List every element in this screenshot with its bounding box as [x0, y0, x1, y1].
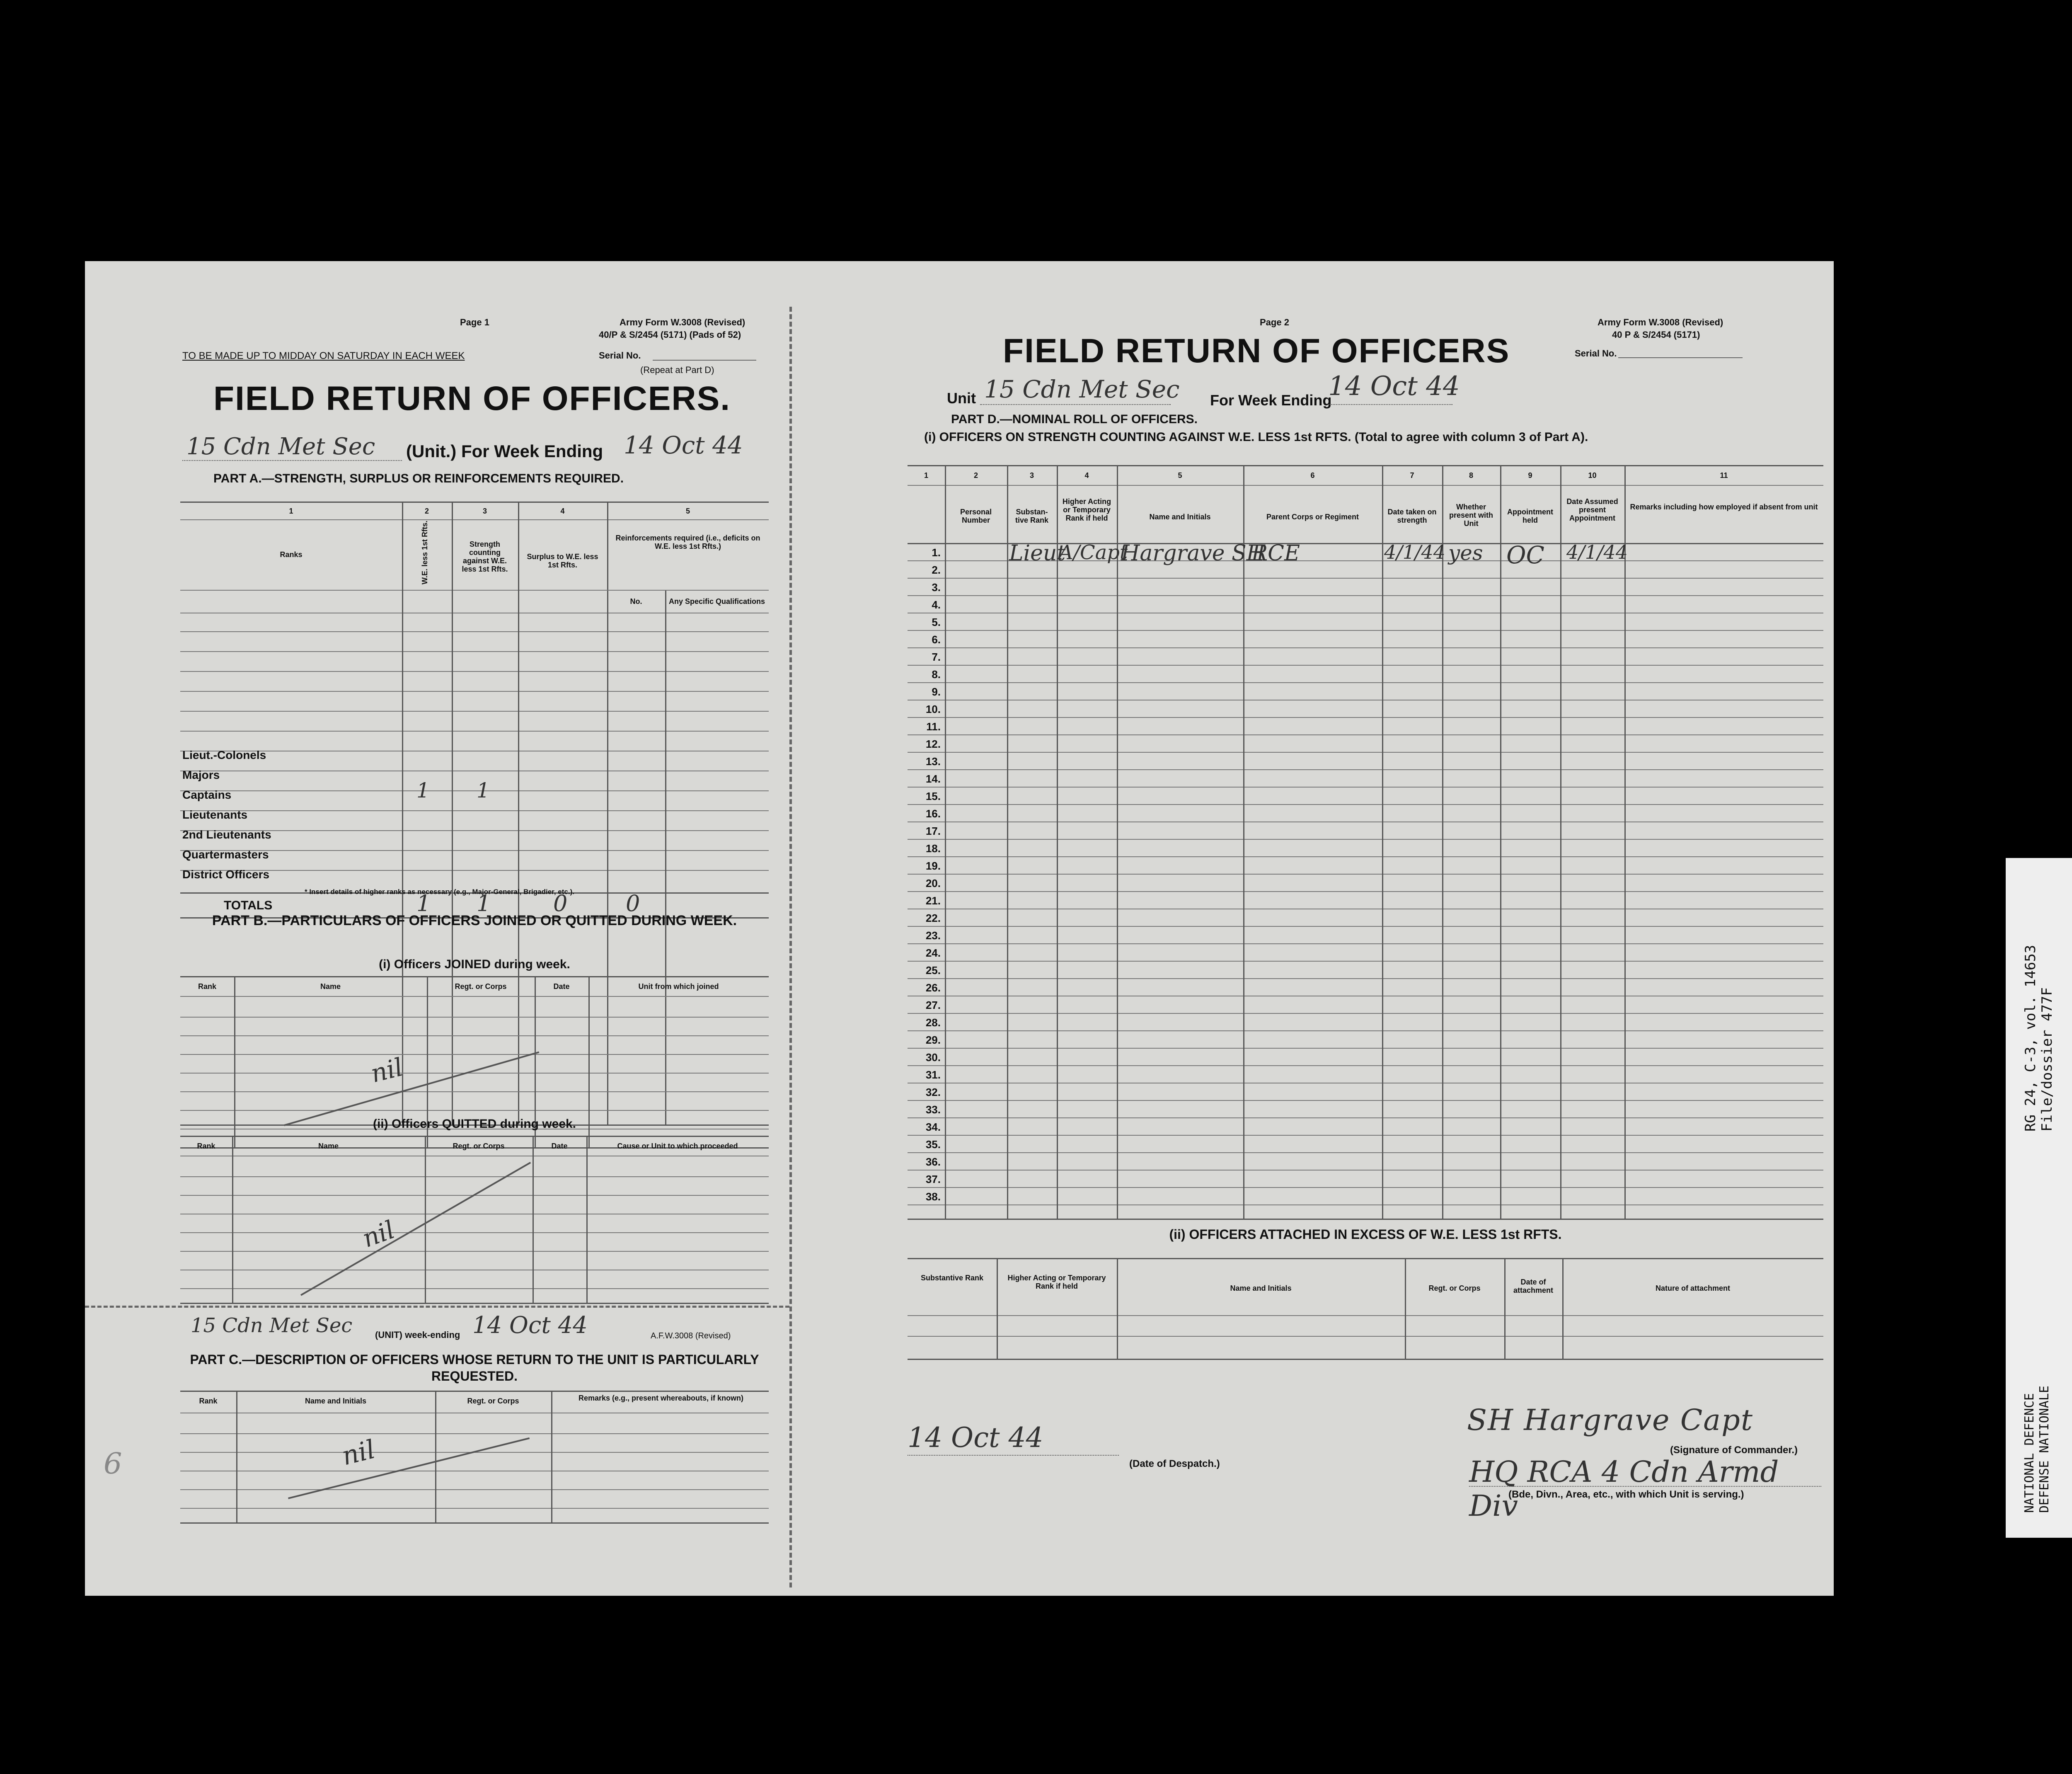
- attached-hdr-nature: Nature of attachment: [1655, 1284, 1731, 1292]
- roll-hdr-date-tos: Date taken on strength: [1387, 508, 1437, 524]
- roll-row-number: 36.: [925, 1156, 941, 1168]
- roll-col-7: 7: [1410, 471, 1414, 480]
- quitted-hdr-rank: Rank: [197, 1142, 215, 1150]
- partC-week-hand: 14 Oct 44: [472, 1312, 588, 1339]
- nominal-roll-table: [908, 465, 1823, 1220]
- roll-row-number: 24.: [925, 947, 941, 959]
- page1-unit-line: [182, 460, 402, 461]
- roll-col-6: 6: [1310, 471, 1315, 480]
- page-1: [85, 261, 789, 1596]
- row1-date-appt: 4/1/44: [1566, 541, 1628, 563]
- roll-row-number: 11.: [926, 720, 941, 733]
- roll-row-number: 22.: [925, 912, 941, 924]
- form-sheet: [85, 261, 1834, 1596]
- roll-row-number: 17.: [925, 825, 941, 837]
- page2-serial-label: Serial No.: [1575, 348, 1617, 359]
- roll-row-number: 34.: [925, 1121, 941, 1133]
- partA-hdr-we: W.E. less 1st Rfts.: [421, 520, 429, 585]
- roll-hdr-present: Whether present with Unit: [1449, 503, 1493, 528]
- roll-row-number: 4.: [932, 599, 941, 611]
- quitted-nil: nil: [358, 1215, 399, 1254]
- page1-unit-hand: 15 Cdn Met Sec: [186, 433, 375, 460]
- roll-row-number: 25.: [925, 964, 941, 977]
- formation-line: [1469, 1486, 1821, 1487]
- rank-captains: Captains: [182, 788, 232, 801]
- page2-week-hand: 14 Oct 44: [1328, 371, 1460, 402]
- roll-row-number: 29.: [925, 1034, 941, 1046]
- page1-serial-label: Serial No.: [599, 350, 641, 361]
- partC-form: A.F.W.3008 (Revised): [651, 1331, 731, 1340]
- row1-subst-rank: Lieut: [1009, 541, 1066, 566]
- partA-col-2: 2: [424, 507, 429, 515]
- roll-row-number: 30.: [925, 1051, 941, 1064]
- formation-hand: HQ RCA 4 Cdn Armd Div: [1469, 1455, 1779, 1523]
- totals-we: 1: [416, 890, 431, 916]
- despatch-label: (Date of Despatch.): [1129, 1458, 1220, 1469]
- roll-row-number: 38.: [925, 1190, 941, 1203]
- row1-corps: RCE: [1251, 541, 1300, 566]
- totals-reinf: 0: [626, 890, 640, 916]
- joined-nil-stroke: [284, 1052, 539, 1126]
- rank-lieutenants: Lieutenants: [182, 808, 248, 821]
- margin-mark: 6: [104, 1447, 122, 1481]
- joined-hdr-rank: Rank: [198, 982, 216, 991]
- rank-lieut-colonels: Lieut.-Colonels: [182, 749, 266, 761]
- partC-table: [180, 1391, 769, 1524]
- joined-hdr-regt: Regt. or Corps: [455, 982, 507, 991]
- page2-unit-hand: 15 Cdn Met Sec: [984, 375, 1180, 403]
- roll-hdr-acting-rank: Higher Acting or Temporary Rank if held: [1062, 497, 1111, 522]
- roll-hdr-personal-number: Personal Number: [960, 508, 992, 524]
- page2-unit-label: Unit: [947, 390, 976, 407]
- quitted-nil-stroke: [300, 1162, 531, 1296]
- page1-serial-note: (Repeat at Part D): [640, 365, 714, 375]
- partA-hdr-reinf: Reinforcements required (i.e., deficits on W.E. less 1st Rfts.): [615, 534, 760, 550]
- roll-row-number: 1.: [932, 546, 941, 559]
- partC-unit-hand: 15 Cdn Met Sec: [191, 1314, 353, 1337]
- roll-row-number: 9.: [932, 686, 941, 698]
- page1-instruction: TO BE MADE UP TO MIDDAY ON SATURDAY IN EACH WEEK: [182, 350, 465, 361]
- roll-row-number: 28.: [925, 1016, 941, 1029]
- roll-row-number: 20.: [925, 877, 941, 889]
- roll-col-3: 3: [1029, 471, 1034, 480]
- attached-hdr-name: Name and Initials: [1230, 1284, 1292, 1292]
- roll-row-number: 2.: [932, 564, 941, 576]
- roll-row-number: 3.: [932, 581, 941, 594]
- page2-week-label: For Week Ending: [1210, 392, 1332, 409]
- partC-hdr-rank: Rank: [199, 1397, 218, 1405]
- captains-strength-value: 1: [477, 778, 490, 802]
- partA-hdr-no: No.: [630, 597, 642, 606]
- attached-hdr-date: Date of attachment: [1513, 1278, 1554, 1294]
- archive-ref: RG 24, C-3, vol. 14653 File/dossier 477F: [2022, 945, 2055, 1132]
- partD-title: PART D.—NOMINAL ROLL OF OFFICERS.: [951, 412, 1198, 426]
- roll-hdr-remarks: Remarks including how employed if absent from unit: [1630, 503, 1818, 511]
- page2-label: Page 2: [1260, 317, 1289, 327]
- roll-hdr-subst-rank: Substan-tive Rank: [1015, 508, 1049, 524]
- page2-title: FIELD RETURN OF OFFICERS: [1003, 332, 1510, 370]
- roll-row-number: 16.: [925, 807, 941, 820]
- roll-row-number: 12.: [925, 738, 941, 750]
- roll-row-number: 23.: [925, 929, 941, 942]
- partC-hdr-regt: Regt. or Corps: [467, 1397, 519, 1405]
- partC-unit-label: (UNIT) week-ending: [375, 1330, 460, 1340]
- partC-hdr-name: Name and Initials: [305, 1397, 367, 1405]
- roll-row-number: 31.: [925, 1069, 941, 1081]
- partB-title: PART B.—PARTICULARS OF OFFICERS JOINED OR QUITTED DURING WEEK.: [212, 913, 737, 928]
- roll-col-11: 11: [1720, 471, 1728, 480]
- roll-row-number: 5.: [932, 616, 941, 628]
- roll-row-number: 8.: [932, 668, 941, 681]
- archive-dept: NATIONAL DEFENCE DEFENSE NATIONALE: [2022, 1385, 2052, 1513]
- quitted-title: (ii) Officers QUITTED during week.: [373, 1117, 576, 1131]
- rank-district-officers: District Officers: [182, 868, 270, 881]
- row1-present: yes: [1448, 541, 1483, 565]
- partA-col-5: 5: [685, 507, 690, 515]
- roll-row-number: 21.: [925, 894, 941, 907]
- joined-nil: nil: [368, 1052, 406, 1089]
- despatch-date-hand: 14 Oct 44: [908, 1422, 1043, 1454]
- totals-surplus: 0: [553, 890, 568, 916]
- partA-col-3: 3: [482, 507, 487, 515]
- joined-title: (i) Officers JOINED during week.: [379, 957, 570, 971]
- row1-date-tos: 4/1/44: [1384, 541, 1446, 563]
- quitted-hdr-name: Name: [318, 1142, 339, 1150]
- roll-col-4: 4: [1084, 471, 1089, 480]
- partA-hdr-ranks: Ranks: [280, 550, 303, 559]
- page2-form-pads: 40 P & S/2454 (5171): [1612, 330, 1700, 340]
- page1-form-ref: Army Form W.3008 (Revised): [620, 317, 746, 327]
- captains-we-value: 1: [416, 778, 430, 802]
- joined-hdr-date: Date: [553, 982, 570, 991]
- joined-hdr-unit: Unit from which joined: [638, 982, 719, 991]
- despatch-line: [908, 1455, 1119, 1456]
- roll-row-number: 13.: [925, 755, 941, 768]
- formation-label: (Bde, Divn., Area, etc., with which Unit is serving.): [1508, 1489, 1744, 1500]
- roll-row-number: 6.: [932, 633, 941, 646]
- partC-tear-line: [85, 1306, 789, 1308]
- quitted-table: [180, 1136, 769, 1304]
- partA-hdr-quals: Any Specific Qualifications: [668, 597, 765, 606]
- partC-hdr-remarks: Remarks (e.g., present whereabouts, if known): [578, 1394, 744, 1402]
- attached-hdr-regt: Regt. or Corps: [1428, 1284, 1481, 1292]
- attached-hdr-subst: Substantive Rank: [920, 1274, 984, 1282]
- attached-table: [908, 1258, 1823, 1360]
- page1-label: Page 1: [460, 317, 489, 327]
- roll-row-number: 7.: [932, 651, 941, 663]
- partA-footnote: * Insert details of higher ranks as necessary (e.g., Major-General, Brigadier, etc.).: [305, 888, 574, 896]
- partA-col-4: 4: [560, 507, 565, 515]
- attached-hdr-acting: Higher Acting or Temporary Rank if held: [1007, 1274, 1106, 1290]
- totals-label: TOTALS: [224, 899, 273, 912]
- page2-form-ref: Army Form W.3008 (Revised): [1598, 317, 1723, 327]
- rank-2nd-lieutenants: 2nd Lieutenants: [182, 828, 271, 841]
- roll-hdr-date-appt: Date Assumed present Appointment: [1566, 497, 1618, 522]
- rank-majors: Majors: [182, 768, 220, 781]
- roll-col-2: 2: [973, 471, 978, 480]
- roll-row-number: 26.: [925, 982, 941, 994]
- totals-strength: 1: [477, 890, 491, 916]
- roll-row-number: 14.: [925, 773, 941, 785]
- page1-title: FIELD RETURN OF OFFICERS.: [213, 380, 731, 417]
- roll-hdr-appt: Appointment held: [1507, 508, 1553, 524]
- roll-hdr-corps: Parent Corps or Regiment: [1266, 513, 1359, 521]
- page2-week-line: [1328, 404, 1452, 405]
- page1-week-hand: 14 Oct 44: [624, 431, 743, 459]
- row1-appt: OC: [1506, 541, 1544, 569]
- page2-unit-line: [980, 404, 1171, 405]
- roll-hdr-name: Name and Initials: [1149, 513, 1211, 521]
- joined-hdr-name: Name: [320, 982, 341, 991]
- roll-col-5: 5: [1178, 471, 1182, 480]
- partA-title: PART A.—STRENGTH, SURPLUS OR REINFORCEMENTS REQUIRED.: [213, 472, 624, 485]
- roll-col-8: 8: [1469, 471, 1473, 480]
- partC-nil: nil: [339, 1434, 378, 1471]
- signature-label: (Signature of Commander.): [1670, 1444, 1798, 1456]
- partA-col-1: 1: [289, 507, 293, 515]
- row1-name: Hargrave SH: [1121, 541, 1266, 566]
- quitted-hdr-date: Date: [551, 1142, 568, 1150]
- attached-title: (ii) OFFICERS ATTACHED IN EXCESS OF W.E. LESS 1st RFTS.: [1169, 1227, 1562, 1242]
- page1-form-pads: 40/P & S/2454 (5171) (Pads of 52): [599, 330, 741, 340]
- roll-row-number: 37.: [925, 1173, 941, 1185]
- archive-label-card: [2006, 858, 2072, 1538]
- quitted-hdr-regt: Regt. or Corps: [453, 1142, 505, 1150]
- page-2: [789, 261, 1834, 1596]
- signature-hand: SH Hargrave Capt: [1467, 1403, 1753, 1437]
- roll-row-number: 10.: [925, 703, 941, 715]
- partA-hdr-surplus: Surplus to W.E. less 1st Rfts.: [527, 553, 598, 569]
- roll-row-number: 35.: [925, 1138, 941, 1151]
- roll-row-number: 33.: [925, 1103, 941, 1116]
- roll-col-1: 1: [924, 471, 928, 480]
- page2-serial-line: [1618, 357, 1743, 358]
- roll-col-9: 9: [1528, 471, 1532, 480]
- roll-row-number: 18.: [925, 842, 941, 855]
- roll-col-10: 10: [1588, 471, 1597, 480]
- quitted-hdr-cause: Cause or Unit to which proceeded: [617, 1142, 738, 1150]
- page1-unit-label: (Unit.) For Week Ending: [406, 441, 603, 461]
- roll-row-number: 32.: [925, 1086, 941, 1098]
- rank-quartermasters: Quartermasters: [182, 848, 269, 861]
- roll-row-number: 19.: [925, 860, 941, 872]
- row1-acting-rank: A/Capt: [1059, 541, 1128, 564]
- partA-hdr-strength: Strength counting against W.E. less 1st Rfts.: [462, 540, 508, 573]
- page1-serial-line: [653, 360, 756, 361]
- roll-row-number: 27.: [925, 999, 941, 1011]
- partC-title: PART C.—DESCRIPTION OF OFFICERS WHOSE RETURN TO THE UNIT IS PARTICULARLY REQUESTED.: [190, 1352, 759, 1384]
- partD-subtitle: (i) OFFICERS ON STRENGTH COUNTING AGAINST W.E. LESS 1st RFTS. (Total to agree with column 3 of Part A).: [924, 430, 1588, 444]
- roll-row-number: 15.: [925, 790, 941, 802]
